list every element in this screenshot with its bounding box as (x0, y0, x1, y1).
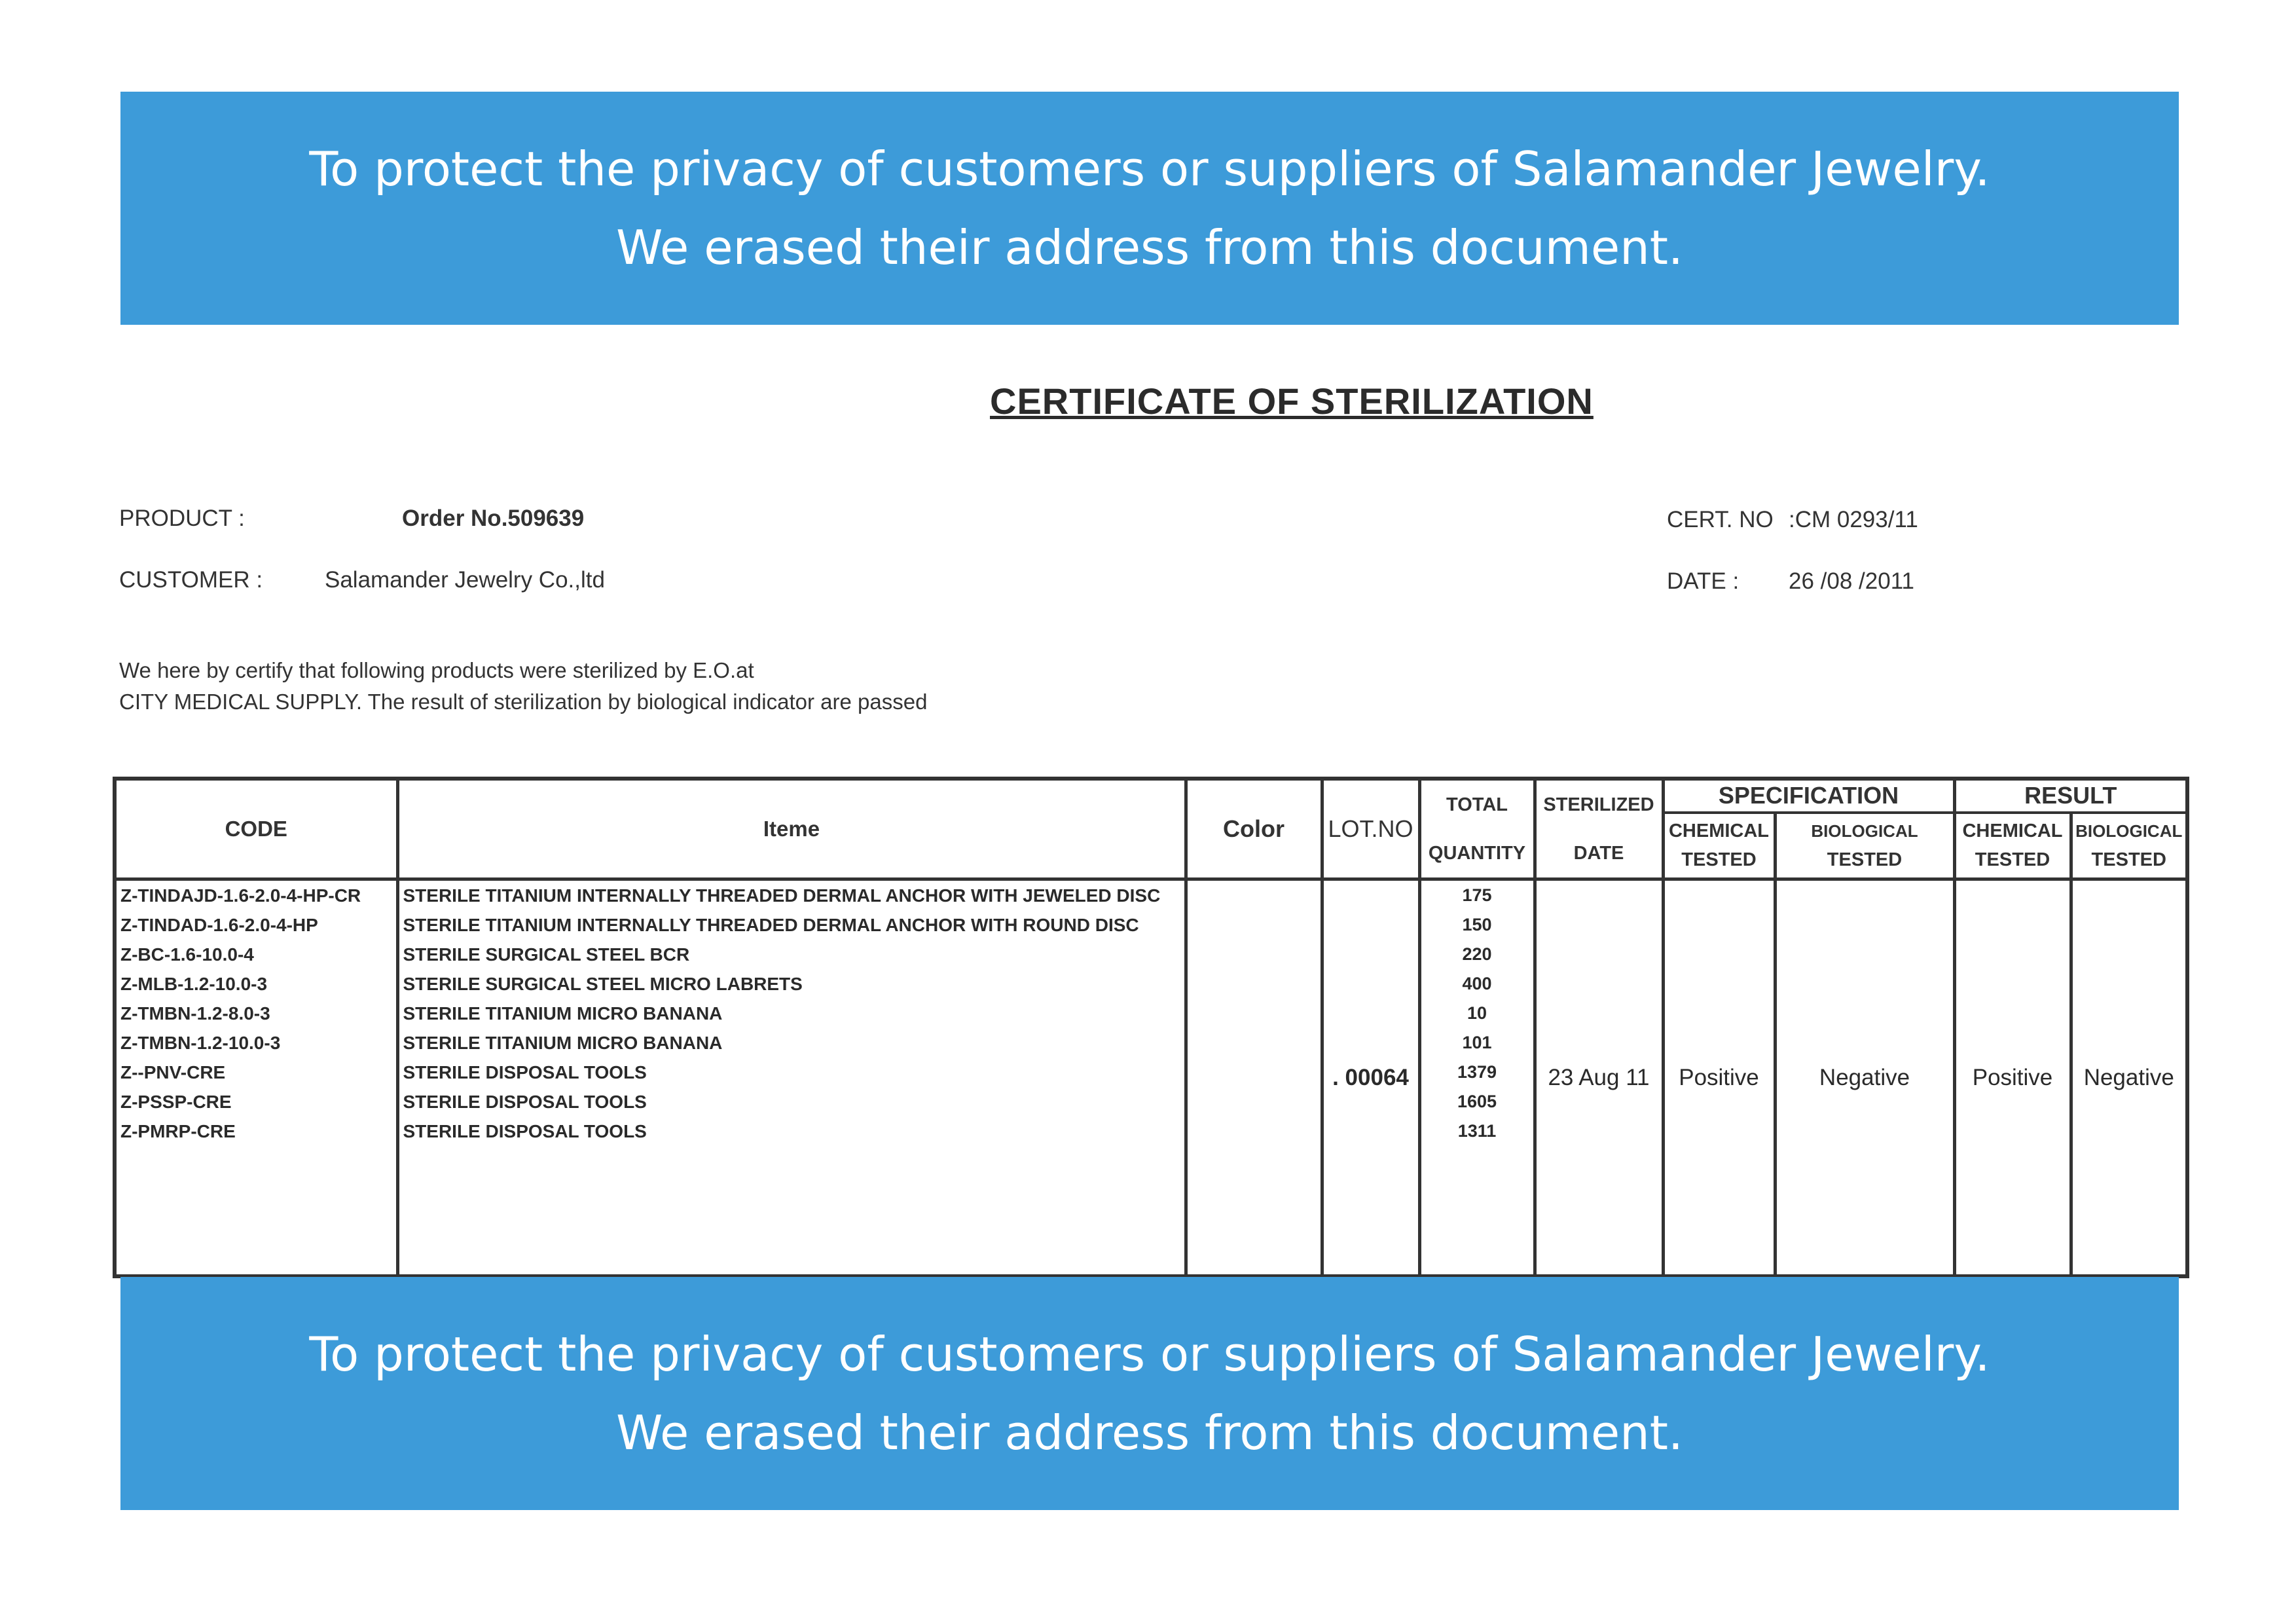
row-qty: 175 (1419, 879, 1535, 911)
row-qty: 400 (1419, 969, 1535, 999)
result-chemical-tested: TESTED (1975, 849, 2050, 871)
header-result-chemical (1954, 813, 2071, 879)
row-item: STERILE DISPOSAL TOOLS (397, 1087, 1186, 1116)
privacy-banner-line1: To protect the privacy of customers or suppliers of Salamander Jewelry. (309, 1327, 1990, 1382)
header-total: TOTAL (1446, 794, 1508, 815)
row-qty: 10 (1419, 999, 1535, 1028)
table-row (115, 879, 2187, 911)
row-qty: 220 (1419, 940, 1535, 969)
header-sterilized-date (1535, 779, 1663, 879)
date-label: DATE : (1667, 568, 1740, 594)
header-date: DATE (1573, 843, 1624, 864)
filler-cell (115, 1146, 397, 1276)
product-value: Order No.509639 (402, 506, 585, 531)
row-code: Z-MLB-1.2-10.0-3 (115, 969, 397, 999)
lot-no-value: . 00064 (1322, 879, 1419, 1277)
row-item: STERILE DISPOSAL TOOLS (397, 1116, 1186, 1146)
header-result: RESULT (1954, 779, 2187, 813)
row-item: STERILE SURGICAL STEEL MICRO LABRETS (397, 969, 1186, 999)
row-code: Z-PSSP-CRE (115, 1087, 397, 1116)
row-item: STERILE TITANIUM MICRO BANANA (397, 999, 1186, 1028)
row-code: Z-TINDAD-1.6-2.0-4-HP (115, 910, 397, 940)
header-code: CODE (115, 779, 397, 879)
row-code: Z-TMBN-1.2-8.0-3 (115, 999, 397, 1028)
cert-no-value: :CM 0293/11 (1789, 507, 1918, 532)
header-sterilized: STERILIZED (1543, 794, 1654, 815)
row-item: STERILE TITANIUM INTERNALLY THREADED DERMAL ANCHOR WITH JEWELED DISC (397, 879, 1186, 911)
header-color: Color (1186, 779, 1322, 879)
row-code: Z--PNV-CRE (115, 1058, 397, 1087)
row-qty: 1605 (1419, 1087, 1535, 1116)
header-quantity: QUANTITY (1428, 843, 1526, 864)
row-qty: 1311 (1419, 1116, 1535, 1146)
privacy-banner-line2: We erased their address from this document. (616, 1405, 1683, 1460)
header-specification: SPECIFICATION (1663, 779, 1954, 813)
privacy-banner-line1: To protect the privacy of customers or suppliers of Salamander Jewelry. (309, 141, 1990, 196)
row-qty: 101 (1419, 1028, 1535, 1058)
color-cell (1186, 879, 1322, 1277)
row-item: STERILE SURGICAL STEEL BCR (397, 940, 1186, 969)
certification-statement (119, 655, 927, 718)
result-biological-tested: TESTED (2091, 849, 2166, 871)
customer-label: CUSTOMER : (119, 567, 263, 593)
date-value: 26 /08 /2011 (1789, 568, 1915, 594)
spec-chemical-label: CHEMICAL (1668, 821, 1770, 842)
sterilized-date-value: 23 Aug 11 (1535, 879, 1663, 1277)
header-item: Iteme (397, 779, 1186, 879)
sterilization-table (113, 777, 2185, 1269)
spec-biological-value: Negative (1775, 879, 1954, 1277)
header-spec-chemical (1663, 813, 1775, 879)
spec-biological-label: BIOLOGICAL (1811, 821, 1918, 841)
result-chemical-label: CHEMICAL (1962, 821, 2063, 842)
header-spec-biological (1775, 813, 1954, 879)
privacy-banner-bottom (120, 1277, 2179, 1510)
header-result-biological (2071, 813, 2187, 879)
header-lot-no: LOT.NO (1322, 779, 1419, 879)
privacy-banner-line2: We erased their address from this document. (616, 220, 1683, 275)
row-code: Z-TMBN-1.2-10.0-3 (115, 1028, 397, 1058)
cert-no-label: CERT. NO (1667, 507, 1774, 532)
product-label: PRODUCT : (119, 506, 245, 531)
row-code: Z-PMRP-CRE (115, 1116, 397, 1146)
filler-cell (397, 1146, 1186, 1276)
spec-biological-tested: TESTED (1827, 849, 1903, 871)
customer-value: Salamander Jewelry Co.,ltd (325, 567, 605, 593)
certificate-title: CERTIFICATE OF STERILIZATION (990, 380, 1594, 422)
header-total-quantity (1419, 779, 1535, 879)
privacy-banner-top (120, 92, 2179, 325)
row-qty: 150 (1419, 910, 1535, 940)
statement-line2: CITY MEDICAL SUPPLY. The result of sterilization by biological indicator are passed (119, 690, 928, 714)
row-qty: 1379 (1419, 1058, 1535, 1087)
spec-chemical-tested: TESTED (1681, 849, 1757, 871)
statement-line1: We here by certify that following products were sterilized by E.O.at (119, 658, 754, 682)
row-item: STERILE DISPOSAL TOOLS (397, 1058, 1186, 1087)
filler-cell (1419, 1146, 1535, 1276)
result-biological-value: Negative (2071, 879, 2187, 1277)
row-item: STERILE TITANIUM MICRO BANANA (397, 1028, 1186, 1058)
row-code: Z-TINDAJD-1.6-2.0-4-HP-CR (115, 879, 397, 911)
result-chemical-value: Positive (1954, 879, 2071, 1277)
row-code: Z-BC-1.6-10.0-4 (115, 940, 397, 969)
row-item: STERILE TITANIUM INTERNALLY THREADED DERMAL ANCHOR WITH ROUND DISC (397, 910, 1186, 940)
spec-chemical-value: Positive (1663, 879, 1775, 1277)
result-biological-label: BIOLOGICAL (2075, 821, 2183, 841)
